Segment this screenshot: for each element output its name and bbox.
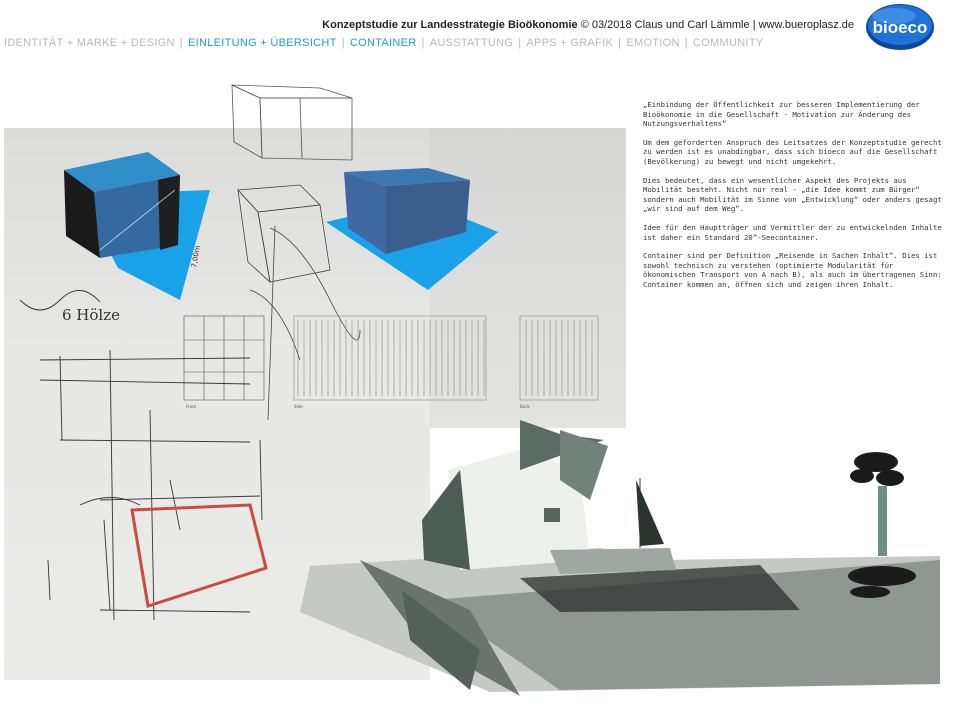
render-scene [300,420,940,696]
wireframe-container [232,85,352,160]
intro-quote: „Einbindung der Öffentlichkeit zur besseren Implementierung der Bioökonomie in die Gesellschaft - Motivation zur Änderung des Nutzungsverhaltens“ [643,100,920,129]
blue-container-left [64,152,210,300]
nav-separator: | [518,37,522,49]
logo-text: bioeco [872,18,928,37]
paragraph-definition: Container sind per Definition „Reisende in Sachen Inhalt“. Dies ist sowohl technisch zu verstehen (optimierte Modularität für ökonomischen Transport von A nach B), als auch im übertragenen Sinn: Container kommen an, öffnen sich und zeigen ihren Inhalt. [643,251,942,289]
blue-container-right [326,168,498,290]
drawing-label-back: Back [520,404,530,409]
nav-separator: | [618,37,622,49]
nav-item-ausstattung[interactable]: AUSSTATTUNG [429,37,514,49]
nav-separator: | [341,37,345,49]
nav-separator: | [421,37,425,49]
nav-item-apps-grafik[interactable]: APPS + GRAFIK [526,37,614,49]
paragraph-mobilitaet: Dies bedeutet, dass ein wesentlicher Aspekt des Projekts aus Mobilität besteht. Nicht nur real - „die Idee kommt zum Bürger“ sondern auch Mobilität im Sinne von „Entwicklung“ oder anders gesagt „wir sind auf dem Weg“. [643,175,942,214]
website-link[interactable]: www.bueroplasz.de [758,19,854,31]
paragraph-seecontainer: Idee für den Hauptträger und Vermittler der zu entwickelnden Inhalte ist daher ein Standard 20”-Seecontainer. [643,222,942,242]
nav-item-community[interactable]: COMMUNITY [692,37,764,49]
nav-separator: | [684,37,688,49]
nav-separator: | [179,37,183,49]
tree-silhouette [848,452,916,598]
sketch-handwriting: 6 Hölze [62,306,121,324]
sketch-dimension-note: 7,00m [190,244,202,269]
paragraph-anspruch: Um dem geforderten Anspruch des Leitsatzes der Konzeptstudie gerecht zu werden ist es unabdingbar, dass sich bioeco auf die Gesellschaft (Bevölkerung) zu bewegt und nicht umgekehrt. [643,137,942,166]
drawing-label-front: Front [186,404,197,409]
nav-item-einleitung[interactable]: EINLEITUNG + ÜBERSICHT [187,37,337,49]
body-text-column [643,100,943,299]
nav-item-container[interactable]: CONTAINER [349,37,417,49]
nav-item-emotion[interactable]: EMOTION [626,37,680,49]
title-divider: | [752,19,756,31]
technical-drawing-side [294,316,486,400]
title-bold: Konzeptstudie zur Landesstrategie Bioökonomie [322,19,578,31]
drawing-label-side: Side [294,404,303,409]
title-copyright: © 03/2018 Claus und Carl Lämmle [580,19,750,31]
nav-item-identitaet[interactable]: IDENTITÄT + MARKE + DESIGN [4,37,175,49]
technical-drawing-back [520,316,598,400]
